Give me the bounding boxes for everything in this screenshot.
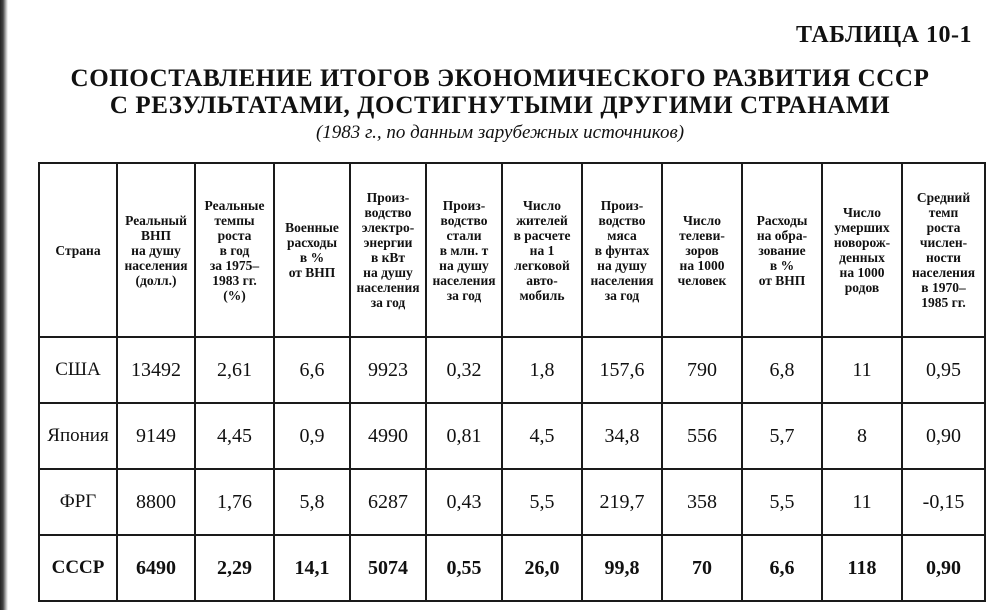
table-cell: 0,81 (426, 403, 502, 469)
table-cell: 5074 (350, 535, 426, 601)
table-cell: 13492 (117, 337, 195, 403)
title-line-2: С РЕЗУЛЬТАТАМИ, ДОСТИГНУТЫМИ ДРУГИМИ СТРАНАМИ (109, 92, 891, 119)
table-row-frg (39, 469, 985, 535)
table-label: ТАБЛИЦА 10-1 (796, 22, 972, 48)
table-cell: 6,8 (742, 337, 822, 403)
table-cell: 26,0 (502, 535, 582, 601)
table-row-ussr (39, 535, 985, 601)
table-cell: 358 (662, 469, 742, 535)
table-cell: 14,1 (274, 535, 350, 601)
table-cell: 4990 (350, 403, 426, 469)
table-cell: 219,7 (582, 469, 662, 535)
table-cell: 5,7 (742, 403, 822, 469)
header-population-growth: Средний темп роста числен- ности населения в 1970– 1985 гг. (902, 163, 985, 337)
table-cell: 0,90 (902, 535, 985, 601)
table-cell: 556 (662, 403, 742, 469)
table-cell: 0,90 (902, 403, 985, 469)
subtitle: (1983 г., по данным зарубежных источников) (315, 122, 685, 143)
header-steel: Произ- водство стали в млн. т на душу населения за год (426, 163, 502, 337)
table-cell: 2,29 (195, 535, 274, 601)
table-row-japan (39, 403, 985, 469)
table-cell: 6,6 (274, 337, 350, 403)
comparison-table (38, 162, 986, 602)
header-growth-rate: Реальные темпы роста в год за 1975– 1983 гг. (%) (195, 163, 274, 337)
table-cell: 8 (822, 403, 902, 469)
header-electricity: Произ- водство электро- энергии в кВт на душу населения за год (350, 163, 426, 337)
table-cell: 0,32 (426, 337, 502, 403)
table-cell: 2,61 (195, 337, 274, 403)
title-line-1: СОПОСТАВЛЕНИЕ ИТОГОВ ЭКОНОМИЧЕСКОГО РАЗВИТИЯ СССР (70, 65, 930, 92)
table-cell: 11 (822, 469, 902, 535)
table-cell: 6,6 (742, 535, 822, 601)
header-education-spending: Расходы на обра- зование в % от ВНП (742, 163, 822, 337)
header-gnp-per-capita: Реальный ВНП на душу населения (долл.) (117, 163, 195, 337)
table-cell: 4,5 (502, 403, 582, 469)
header-military-spending: Военные расходы в % от ВНП (274, 163, 350, 337)
table-cell: 790 (662, 337, 742, 403)
header-infant-mortality: Число умерших новорож- денных на 1000 родов (822, 163, 902, 337)
table-row-usa (39, 337, 985, 403)
header-country: Страна (39, 163, 117, 337)
table-cell: 5,5 (742, 469, 822, 535)
table-cell: -0,15 (902, 469, 985, 535)
table-cell: 0,55 (426, 535, 502, 601)
table-cell: 0,43 (426, 469, 502, 535)
table-cell: 99,8 (582, 535, 662, 601)
header-tv-sets: Число телеви- зоров на 1000 человек (662, 163, 742, 337)
table-cell: 70 (662, 535, 742, 601)
table-cell: 6490 (117, 535, 195, 601)
table-cell: 4,45 (195, 403, 274, 469)
cell-country: Япония (39, 403, 117, 469)
table-cell: 5,8 (274, 469, 350, 535)
table-cell: 8800 (117, 469, 195, 535)
table-cell: 9923 (350, 337, 426, 403)
table-cell: 6287 (350, 469, 426, 535)
table-cell: 0,95 (902, 337, 985, 403)
table-cell: 118 (822, 535, 902, 601)
header-people-per-car: Число жителей в расчете на 1 легковой авто- мобиль (502, 163, 582, 337)
table-cell: 157,6 (582, 337, 662, 403)
table-cell: 9149 (117, 403, 195, 469)
header-meat: Произ- водство мяса в фунтах на душу населения за год (582, 163, 662, 337)
cell-country: СССР (39, 535, 117, 601)
table-cell: 0,9 (274, 403, 350, 469)
header-row (39, 163, 985, 337)
cell-country: США (39, 337, 117, 403)
table-cell: 11 (822, 337, 902, 403)
table-cell: 1,8 (502, 337, 582, 403)
table-cell: 34,8 (582, 403, 662, 469)
table-cell: 1,76 (195, 469, 274, 535)
table-cell: 5,5 (502, 469, 582, 535)
cell-country: ФРГ (39, 469, 117, 535)
